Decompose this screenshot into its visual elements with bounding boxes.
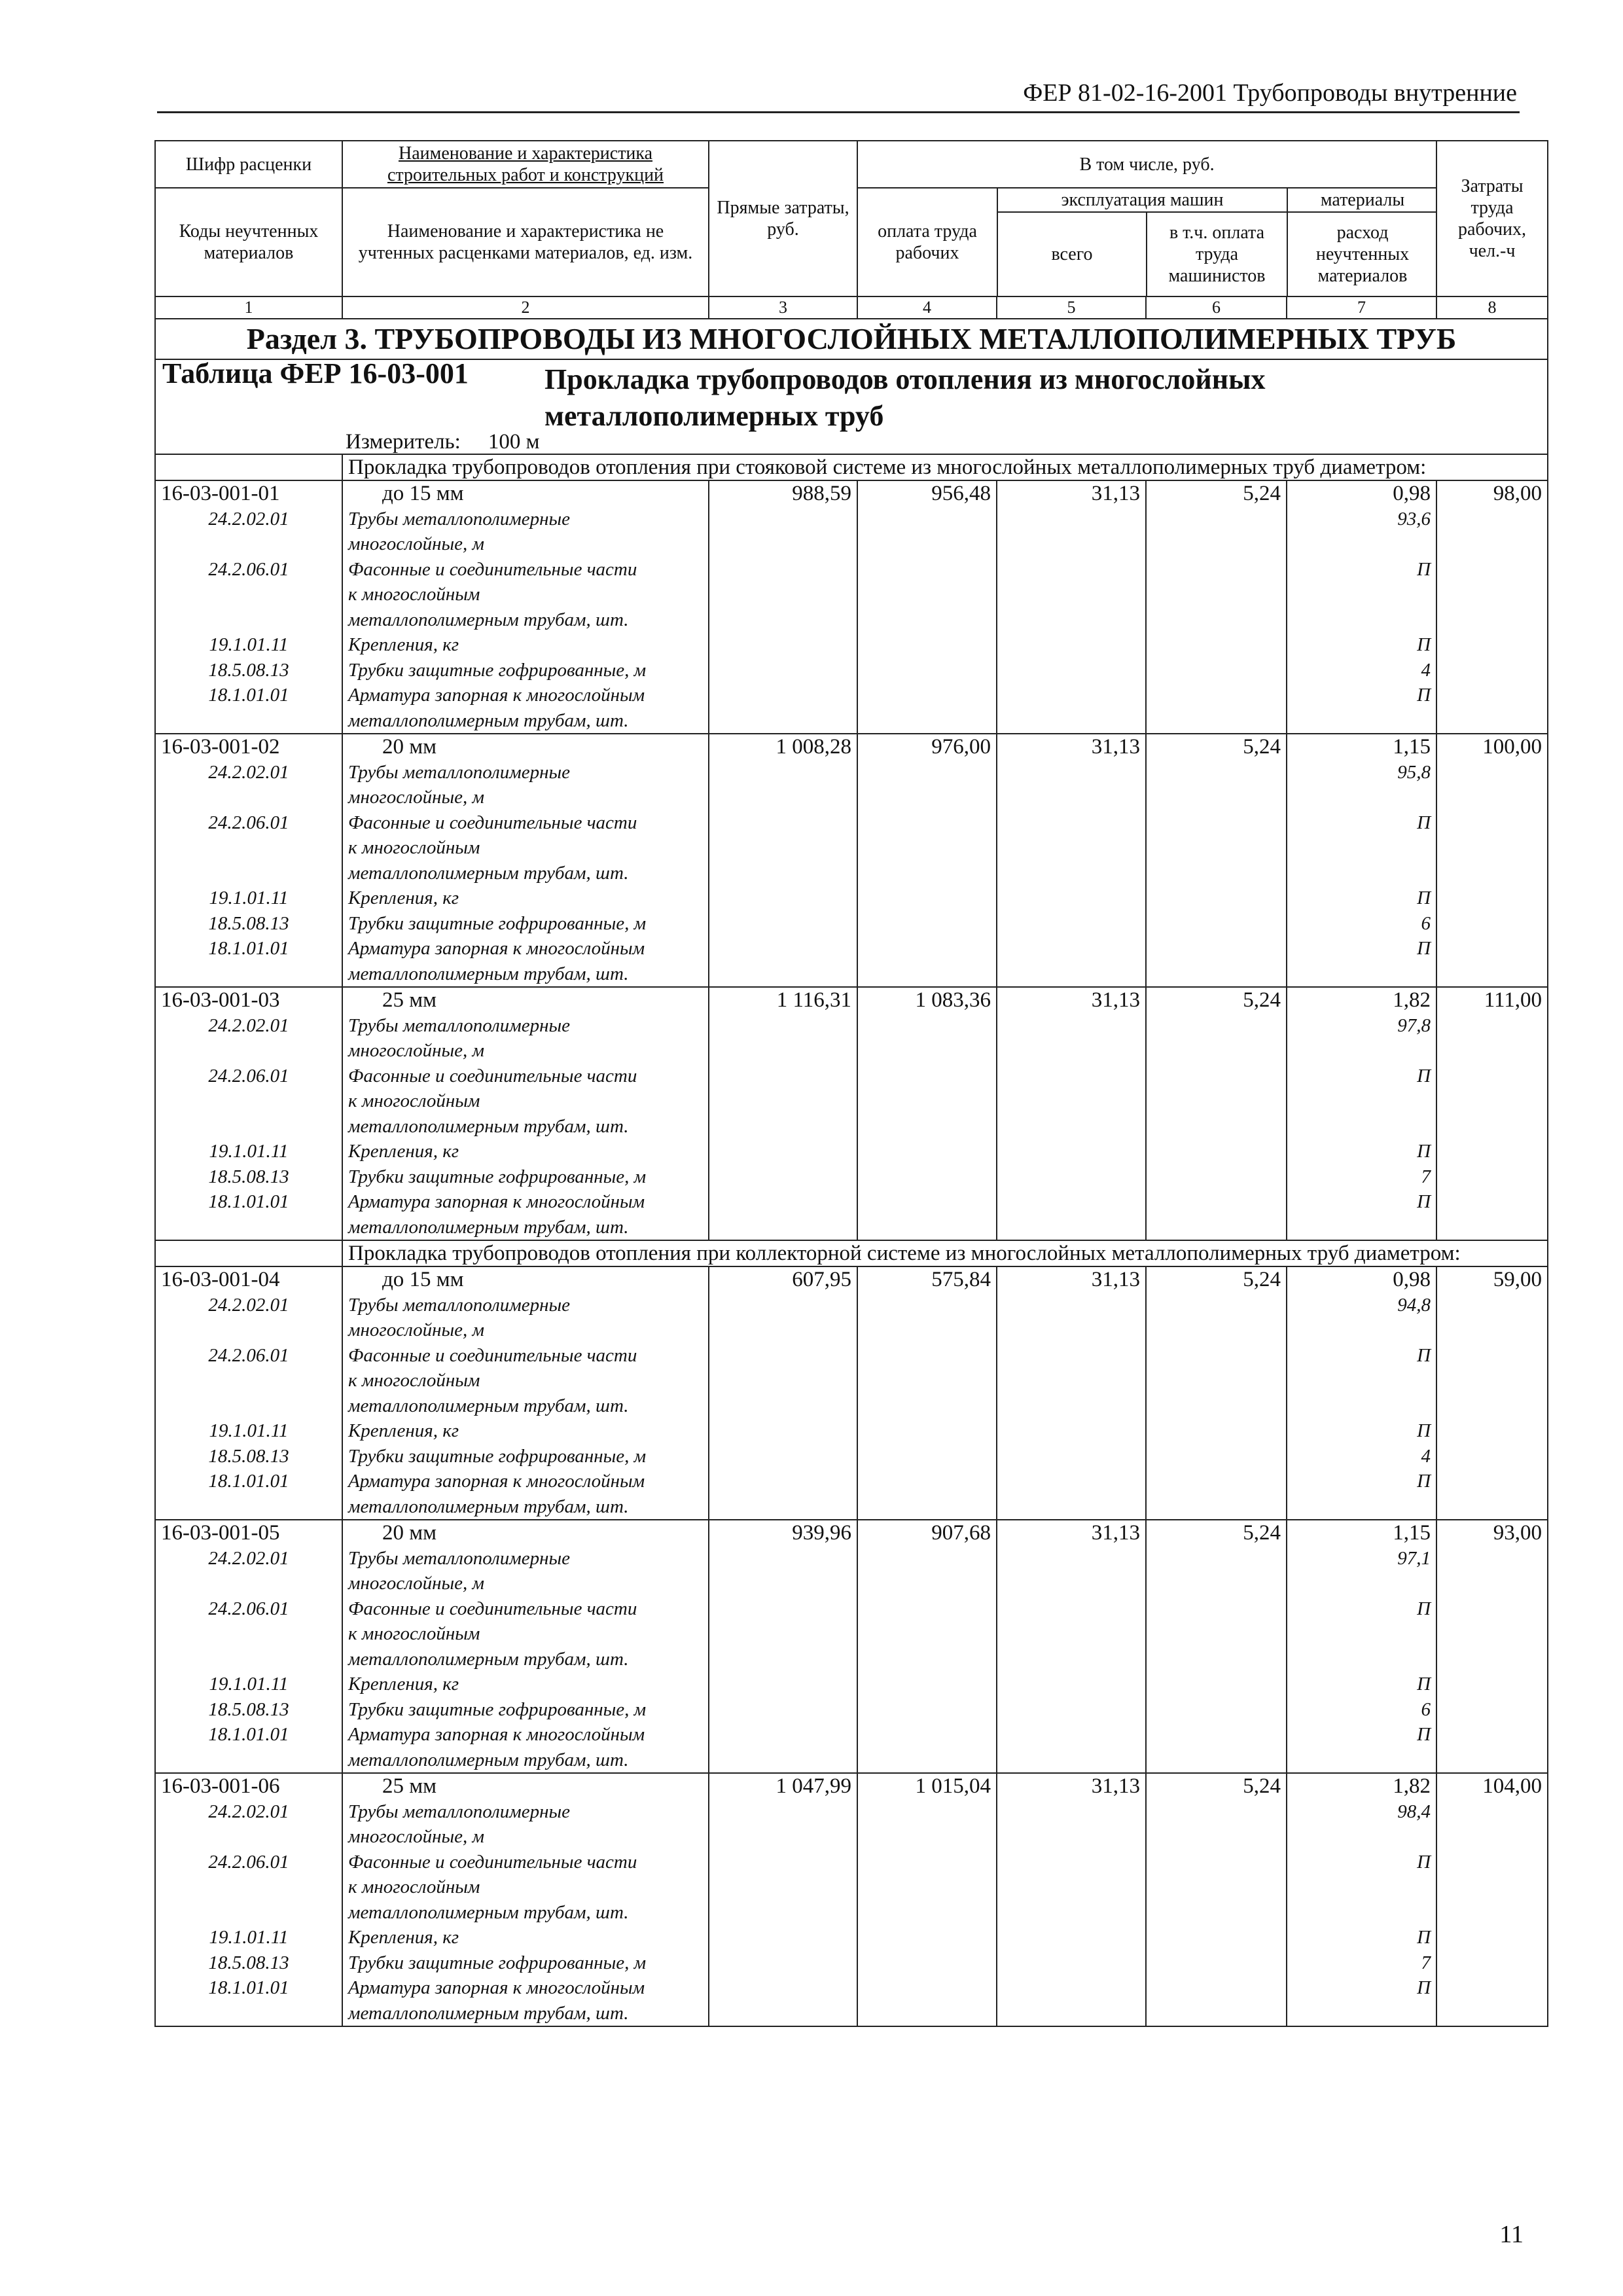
material-name-line: Трубки защитные гофрированные, м — [348, 659, 647, 681]
material-qty: П — [1417, 812, 1431, 833]
col-header-subgroups — [857, 188, 1436, 296]
col-num: 2 — [342, 296, 709, 319]
rates-table — [154, 140, 1548, 2027]
material-qty: П — [1417, 1420, 1431, 1441]
rate-code: 16-03-001-05 — [161, 1521, 280, 1545]
material-code: 24.2.06.01 — [208, 558, 289, 580]
rate-row — [155, 1520, 1548, 1773]
material-code: 18.5.08.13 — [208, 1698, 289, 1720]
material-name-line: Крепления, кг — [348, 888, 459, 908]
material-name-line: металлополимерным трубам, шт. — [348, 963, 629, 984]
material-qty: 98,4 — [1397, 1801, 1431, 1822]
col-header-machinists: в т.ч. оплата труда машинистов — [1147, 212, 1287, 296]
materials-cell — [1287, 987, 1436, 1240]
rate-code-cell — [155, 1266, 342, 1520]
material-name — [348, 1850, 703, 1926]
material-name — [348, 557, 703, 633]
material-qty: 95,8 — [1397, 761, 1431, 783]
labor-costs: 907,68 — [857, 1520, 997, 1773]
col-header-including: В том числе, руб. — [857, 141, 1436, 188]
material-costs: 1,15 — [1393, 735, 1431, 759]
col-header-code: Шифр расценки — [155, 141, 342, 188]
measure-label: Измеритель: — [346, 430, 461, 454]
direct-costs: 1 047,99 — [709, 1773, 857, 2026]
rate-row — [155, 987, 1548, 1240]
material-name — [348, 1418, 703, 1444]
material-name-line: Фасонные и соединительные части — [348, 1065, 637, 1086]
material-qty: П — [1417, 634, 1431, 655]
col-header-labor: оплата труда рабочих — [858, 188, 997, 296]
material-name — [348, 1293, 703, 1343]
materials-cell — [1287, 1773, 1436, 2026]
material-name-line: Фасонные и соединительные части — [348, 1598, 637, 1619]
material-qty: П — [1417, 1191, 1431, 1212]
material-name-line: Крепления, кг — [348, 1141, 459, 1162]
material-qty: П — [1417, 685, 1431, 706]
section-title: Раздел 3. ТРУБОПРОВОДЫ ИЗ МНОГОСЛОЙНЫХ МЕТАЛЛОПОЛИМЕРНЫХ ТРУБ — [155, 319, 1548, 359]
material-name-line: многослойные, м — [348, 1826, 484, 1847]
rate-name-cell — [342, 480, 709, 734]
labor-hours: 98,00 — [1436, 480, 1548, 734]
machinist-costs: 5,24 — [1146, 1266, 1287, 1520]
material-code: 18.1.01.01 — [208, 1724, 289, 1745]
machine-costs: 31,13 — [997, 1520, 1146, 1773]
material-qty: П — [1417, 938, 1431, 959]
direct-costs: 988,59 — [709, 480, 857, 734]
material-name-line: металлополимерным трубам, шт. — [348, 1749, 629, 1770]
material-qty: 6 — [1421, 912, 1431, 934]
machine-costs: 31,13 — [997, 1773, 1146, 2026]
material-name — [348, 760, 703, 810]
material-name-line: Трубы металлополимерные — [348, 1547, 571, 1569]
material-code: 24.2.02.01 — [208, 508, 289, 529]
measure-value: 100 м — [488, 430, 540, 454]
material-name — [348, 911, 703, 937]
material-name — [348, 1596, 703, 1672]
material-code: 18.1.01.01 — [208, 1471, 289, 1492]
material-name-line: Трубы металлополимерные — [348, 761, 571, 783]
measure — [346, 429, 567, 454]
direct-costs: 1 008,28 — [709, 734, 857, 987]
col-header-mat-names: Наименование и характеристика не учтенных расценками материалов, ед. изм. — [342, 188, 709, 296]
machinist-costs: 5,24 — [1146, 734, 1287, 987]
material-qty: П — [1417, 1471, 1431, 1492]
page-number: 11 — [1499, 2221, 1524, 2248]
material-name — [348, 1189, 703, 1240]
material-name — [348, 1444, 703, 1469]
material-name-line: металлополимерным трубам, шт. — [348, 1395, 629, 1416]
col-num: 3 — [709, 296, 857, 319]
material-qty: 7 — [1421, 1952, 1431, 1973]
material-name-line: Трубки защитные гофрированные, м — [348, 1952, 647, 1973]
material-qty: 97,1 — [1397, 1547, 1431, 1569]
material-costs: 1,15 — [1393, 1521, 1431, 1545]
material-name-line: Арматура запорная к многослойным — [348, 1471, 645, 1492]
material-code: 18.1.01.01 — [208, 1191, 289, 1212]
rate-code: 16-03-001-04 — [161, 1268, 280, 1291]
labor-hours: 104,00 — [1436, 1773, 1548, 2026]
material-name — [348, 1799, 703, 1850]
material-name-line: многослойные, м — [348, 1573, 484, 1594]
col-header-unaccounted: расход неучтенных материалов — [1315, 223, 1410, 286]
material-code: 19.1.01.11 — [209, 1927, 289, 1948]
material-name — [348, 810, 703, 886]
rate-row — [155, 480, 1548, 734]
machinist-costs: 5,24 — [1146, 987, 1287, 1240]
labor-hours: 59,00 — [1436, 1266, 1548, 1520]
rate-name: 25 мм — [382, 1774, 437, 1798]
machine-costs: 31,13 — [997, 1266, 1146, 1520]
subsection-row — [155, 454, 1548, 480]
section-row — [155, 319, 1548, 359]
material-name — [348, 1672, 703, 1697]
material-name-line: к многослойным — [348, 1623, 480, 1644]
material-qty: 93,6 — [1397, 508, 1431, 529]
material-name-line: к многослойным — [348, 584, 480, 605]
col-header-name: Наименование и характеристика строительных работ и конструкций — [342, 141, 709, 188]
rate-name: 20 мм — [382, 1521, 437, 1545]
material-qty: 6 — [1421, 1698, 1431, 1720]
material-name — [348, 507, 703, 557]
material-name-line: металлополимерным трубам, шт. — [348, 1901, 629, 1923]
material-name-line: к многослойным — [348, 837, 480, 858]
material-name-line: Трубы металлополимерные — [348, 1801, 571, 1822]
material-name-line: Фасонные и соединительные части — [348, 1851, 637, 1873]
material-name — [348, 886, 703, 911]
rate-name: 25 мм — [382, 988, 437, 1012]
subsection-text: Прокладка трубопроводов отопления при стояковой системе из многослойных металлополимерных труб диаметром: — [342, 454, 1548, 480]
direct-costs: 607,95 — [709, 1266, 857, 1520]
material-code: 24.2.06.01 — [208, 812, 289, 833]
material-qty: П — [1417, 1141, 1431, 1162]
col-num: 6 — [1146, 296, 1287, 319]
material-name-line: Крепления, кг — [348, 1927, 459, 1948]
material-code: 18.5.08.13 — [208, 912, 289, 934]
material-name-line: металлополимерным трубам, шт. — [348, 862, 629, 884]
rate-name-cell — [342, 1266, 709, 1520]
subsection-text: Прокладка трубопроводов отопления при коллекторной системе из многослойных металлополимерных труб диаметром: — [342, 1240, 1548, 1266]
material-code: 19.1.01.11 — [209, 1674, 289, 1695]
col-num: 4 — [857, 296, 997, 319]
rate-code: 16-03-001-06 — [161, 1774, 280, 1798]
material-qty: 97,8 — [1397, 1014, 1431, 1036]
material-code: 24.2.02.01 — [208, 1294, 289, 1316]
material-name — [348, 1139, 703, 1164]
subsection-row — [155, 1240, 1548, 1266]
table-name-line-2: металлополимерных труб — [544, 400, 884, 432]
rate-code: 16-03-001-02 — [161, 735, 280, 759]
material-name-line: к многослойным — [348, 1090, 480, 1111]
material-code: 24.2.06.01 — [208, 1344, 289, 1366]
rate-code-cell — [155, 480, 342, 734]
col-header-mat-codes: Коды неучтенных материалов — [155, 188, 342, 296]
material-code: 18.1.01.01 — [208, 1977, 289, 1998]
machine-costs: 31,13 — [997, 734, 1146, 987]
table-number: Таблица ФЕР 16-03-001 — [162, 357, 469, 389]
material-name-line: металлополимерным трубам, шт. — [348, 609, 629, 630]
material-name-line: металлополимерным трубам, шт. — [348, 1496, 629, 1517]
materials-cell — [1287, 1266, 1436, 1520]
machine-costs: 31,13 — [997, 987, 1146, 1240]
material-name-line: металлополимерным трубам, шт. — [348, 2002, 629, 2024]
material-qty: П — [1417, 888, 1431, 908]
material-code: 18.1.01.01 — [208, 938, 289, 959]
col-num: 7 — [1287, 296, 1436, 319]
material-name-line: металлополимерным трубам, шт. — [348, 1115, 629, 1137]
materials-cell — [1287, 480, 1436, 734]
col-header-machines: эксплуатация машин — [997, 188, 1287, 212]
table-title-row — [155, 359, 1548, 454]
material-costs: 0,98 — [1393, 482, 1431, 505]
material-code: 19.1.01.11 — [209, 1420, 289, 1441]
page-header — [157, 79, 1520, 113]
rate-code-cell — [155, 1520, 342, 1773]
material-name — [348, 1013, 703, 1064]
material-qty: 4 — [1421, 659, 1431, 681]
rate-row — [155, 1266, 1548, 1520]
material-name-line: Арматура запорная к многослойным — [348, 938, 645, 959]
material-name-line: многослойные, м — [348, 1319, 484, 1340]
direct-costs: 939,96 — [709, 1520, 857, 1773]
col-header-hours: Затраты труда рабочих, чел.-ч — [1436, 141, 1548, 296]
rate-name: до 15 мм — [382, 482, 464, 505]
material-name — [348, 1064, 703, 1139]
material-code: 18.5.08.13 — [208, 659, 289, 681]
material-name — [348, 1975, 703, 2026]
material-code: 18.1.01.01 — [208, 685, 289, 706]
material-name — [348, 936, 703, 986]
header-row-1 — [155, 141, 1548, 188]
material-code: 19.1.01.11 — [209, 1141, 289, 1162]
material-name-line: Трубы металлополимерные — [348, 1014, 571, 1036]
labor-costs: 575,84 — [857, 1266, 997, 1520]
rate-name: до 15 мм — [382, 1268, 464, 1291]
running-title: ФЕР 81-02-16-2001 Трубопроводы внутренние — [1023, 79, 1517, 107]
direct-costs: 1 116,31 — [709, 987, 857, 1240]
material-qty: П — [1417, 1344, 1431, 1366]
material-qty: 4 — [1421, 1445, 1431, 1467]
material-name — [348, 1722, 703, 1772]
material-qty: 7 — [1421, 1166, 1431, 1187]
material-name-line: Арматура запорная к многослойным — [348, 1191, 645, 1212]
material-name-line: Крепления, кг — [348, 1674, 459, 1695]
col-header-materials: материалы — [1287, 188, 1437, 212]
material-costs: 0,98 — [1393, 1268, 1431, 1291]
material-name-line: многослойные, м — [348, 787, 484, 808]
rate-name-cell — [342, 1773, 709, 2026]
material-name-line: Трубки защитные гофрированные, м — [348, 1166, 647, 1187]
material-name — [348, 1164, 703, 1190]
material-name — [348, 1469, 703, 1519]
material-code: 24.2.06.01 — [208, 1851, 289, 1873]
material-code: 18.5.08.13 — [208, 1166, 289, 1187]
material-code: 24.2.02.01 — [208, 761, 289, 783]
material-name-line: Фасонные и соединительные части — [348, 558, 637, 580]
material-name — [348, 1925, 703, 1950]
col-num: 8 — [1436, 296, 1548, 319]
material-name-line: к многослойным — [348, 1370, 480, 1391]
material-code: 19.1.01.11 — [209, 888, 289, 908]
material-name — [348, 1546, 703, 1596]
material-name-line: Арматура запорная к многослойным — [348, 1977, 645, 1998]
rate-row — [155, 734, 1548, 987]
material-code: 24.2.06.01 — [208, 1598, 289, 1619]
col-num: 1 — [155, 296, 342, 319]
material-qty: П — [1417, 1065, 1431, 1086]
material-qty: П — [1417, 1927, 1431, 1948]
material-costs: 1,82 — [1393, 988, 1431, 1012]
material-name-line: многослойные, м — [348, 533, 484, 554]
column-numbers-row — [155, 296, 1548, 319]
material-name-line: металлополимерным трубам, шт. — [348, 1648, 629, 1670]
rate-code-cell — [155, 734, 342, 987]
material-name-line: Трубки защитные гофрированные, м — [348, 912, 647, 934]
material-name-line: Трубки защитные гофрированные, м — [348, 1445, 647, 1467]
machinist-costs: 5,24 — [1146, 1773, 1287, 2026]
material-name — [348, 632, 703, 658]
material-name — [348, 1950, 703, 1976]
material-name-line: Крепления, кг — [348, 1420, 459, 1441]
material-name-line: Арматура запорная к многослойным — [348, 685, 645, 706]
material-code: 18.5.08.13 — [208, 1952, 289, 1973]
rate-code: 16-03-001-03 — [161, 988, 280, 1012]
material-qty: П — [1417, 1851, 1431, 1873]
rate-code-cell — [155, 1773, 342, 2026]
material-code: 24.2.02.01 — [208, 1547, 289, 1569]
col-header-direct: Прямые затраты, руб. — [709, 141, 857, 296]
materials-cell — [1287, 734, 1436, 987]
material-qty: П — [1417, 1724, 1431, 1745]
material-name-line: Крепления, кг — [348, 634, 459, 655]
machinist-costs: 5,24 — [1146, 1520, 1287, 1773]
col-header-machines-total: всего — [997, 212, 1147, 296]
labor-costs: 976,00 — [857, 734, 997, 987]
table-name-line-1: Прокладка трубопроводов отопления из многослойных — [544, 363, 1266, 395]
material-name-line: Фасонные и соединительные части — [348, 812, 637, 833]
material-name — [348, 658, 703, 683]
material-code: 24.2.02.01 — [208, 1014, 289, 1036]
rate-name-cell — [342, 987, 709, 1240]
machinist-costs: 5,24 — [1146, 480, 1287, 734]
rate-name-cell — [342, 734, 709, 987]
rate-code: 16-03-001-01 — [161, 482, 280, 505]
material-name-line: Арматура запорная к многослойным — [348, 1724, 645, 1745]
material-name-line: многослойные, м — [348, 1040, 484, 1061]
material-name-line: Трубы металлополимерные — [348, 1294, 571, 1316]
subsection-spacer — [155, 454, 342, 480]
material-qty: П — [1417, 1598, 1431, 1619]
labor-hours: 111,00 — [1436, 987, 1548, 1240]
material-name-line: металлополимерным трубам, шт. — [348, 709, 629, 731]
materials-cell — [1287, 1520, 1436, 1773]
material-code: 24.2.06.01 — [208, 1065, 289, 1086]
labor-costs: 1 083,36 — [857, 987, 997, 1240]
material-name — [348, 1343, 703, 1419]
material-name-line: металлополимерным трубам, шт. — [348, 1216, 629, 1238]
table-name — [544, 361, 1461, 435]
machine-costs: 31,13 — [997, 480, 1146, 734]
material-name-line: к многослойным — [348, 1876, 480, 1897]
labor-costs: 956,48 — [857, 480, 997, 734]
rate-row — [155, 1773, 1548, 2026]
labor-costs: 1 015,04 — [857, 1773, 997, 2026]
col-num: 5 — [997, 296, 1146, 319]
rate-name: 20 мм — [382, 735, 437, 759]
subsection-spacer — [155, 1240, 342, 1266]
material-qty: 94,8 — [1397, 1294, 1431, 1316]
rate-name-cell — [342, 1520, 709, 1773]
table-title-cell — [155, 359, 1548, 454]
material-costs: 1,82 — [1393, 1774, 1431, 1798]
rate-code-cell — [155, 987, 342, 1240]
material-code: 18.5.08.13 — [208, 1445, 289, 1467]
material-name-line: Фасонные и соединительные части — [348, 1344, 637, 1366]
labor-hours: 93,00 — [1436, 1520, 1548, 1773]
material-name — [348, 683, 703, 733]
material-code: 24.2.02.01 — [208, 1801, 289, 1822]
material-qty: П — [1417, 1674, 1431, 1695]
material-name-line: Трубы металлополимерные — [348, 508, 571, 529]
material-code: 19.1.01.11 — [209, 634, 289, 655]
material-name-line: Трубки защитные гофрированные, м — [348, 1698, 647, 1720]
labor-hours: 100,00 — [1436, 734, 1548, 987]
material-qty: П — [1417, 558, 1431, 580]
material-qty: П — [1417, 1977, 1431, 1998]
material-name — [348, 1697, 703, 1723]
